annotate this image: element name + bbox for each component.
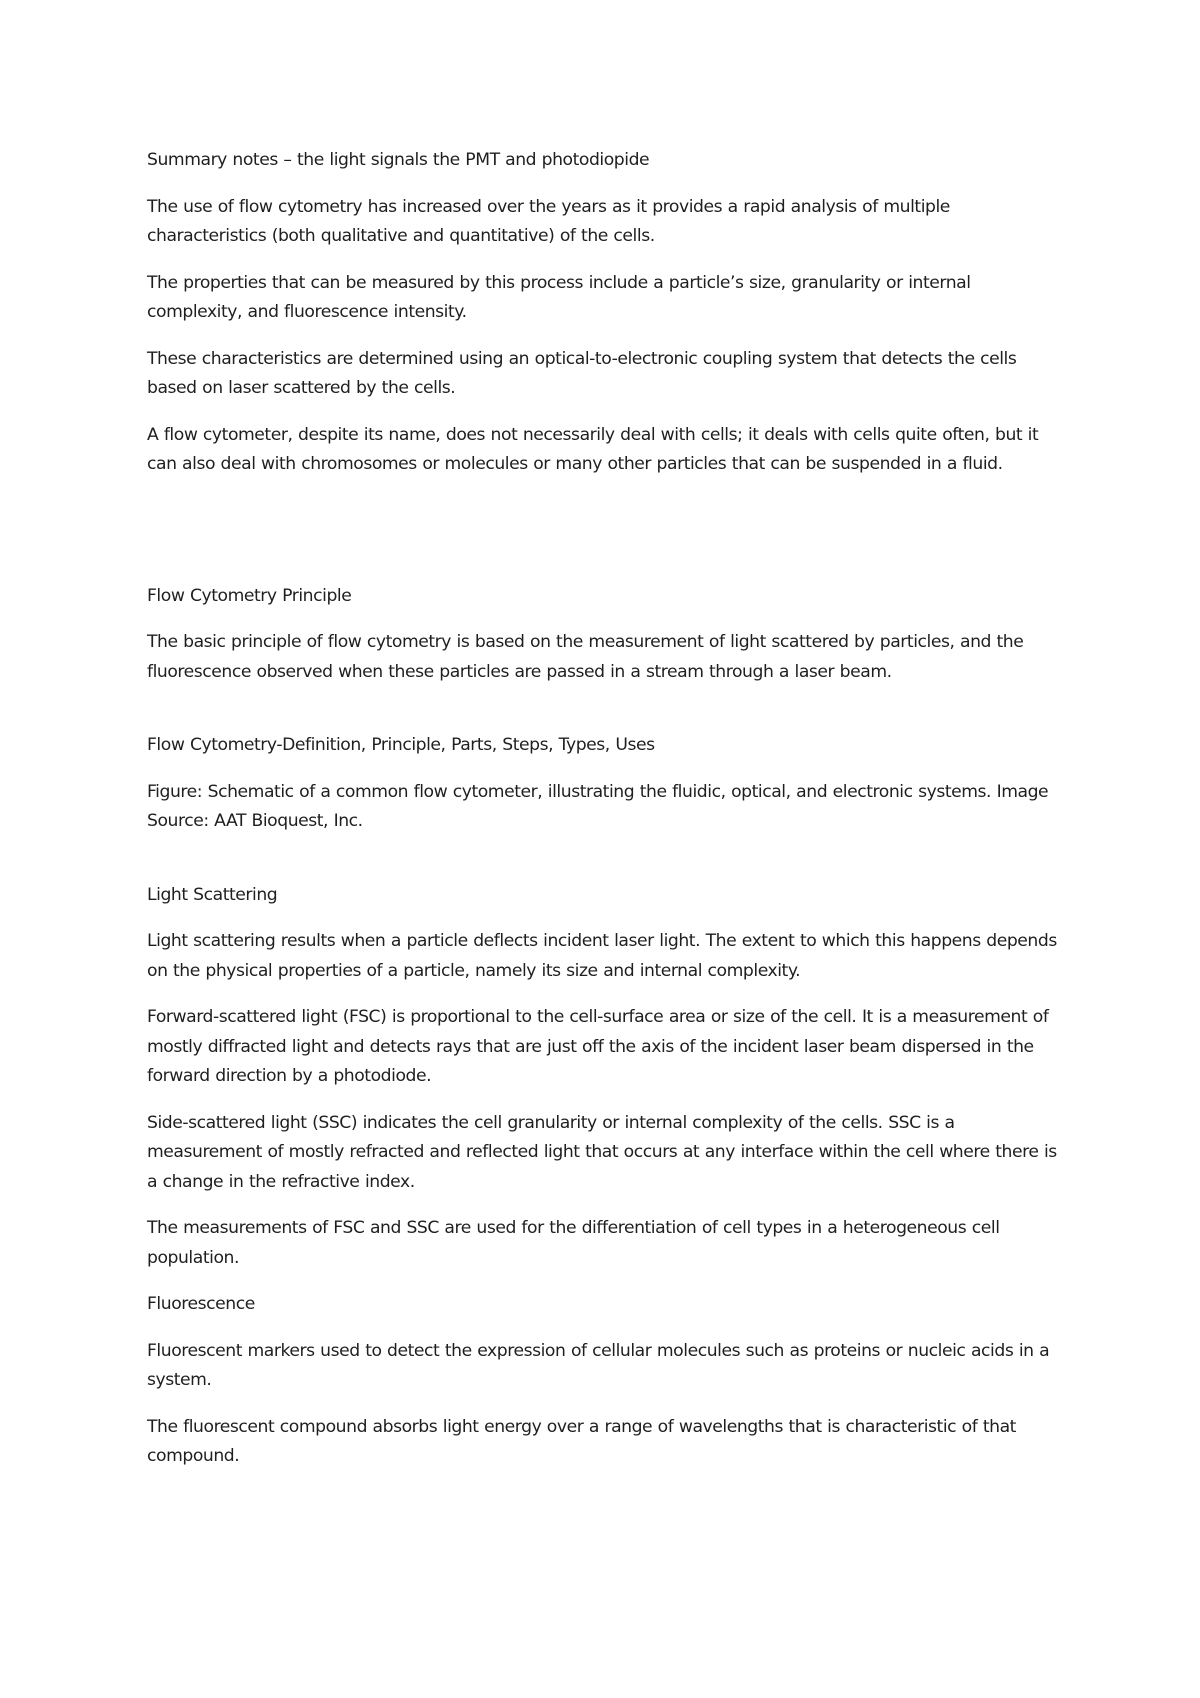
paragraph-fsc-ssc-measurements: The measurements of FSC and SSC are used for the differentiation of cell types in a heterogeneous cell population. xyxy=(147,1218,1000,1268)
paragraph-optical-coupling: These characteristics are determined using an optical-to-electronic coupling system that detects the cells based on laser scattered by the cells. xyxy=(147,348,1017,398)
paragraph-fluorescent-compound: The fluorescent compound absorbs light energy over a range of wavelengths that is characteristic of that compound. xyxy=(147,1416,1016,1466)
fluorescence-heading: Fluorescence xyxy=(147,1294,255,1314)
definition-heading: Flow Cytometry-Definition, Principle, Parts, Steps, Types, Uses xyxy=(147,735,655,755)
scattering-heading: Light Scattering xyxy=(147,884,278,905)
document-body xyxy=(147,146,1057,1489)
paragraph-measured-properties: The properties that can be measured by this process include a particle’s size, granularity or internal complexity, and fluorescence intensity. xyxy=(147,272,971,322)
paragraph-principle: The basic principle of flow cytometry is based on the measurement of light scattered by particles, and the fluorescence observed when these particles are passed in a stream through a laser beam. xyxy=(147,632,1024,682)
figure-caption: Figure: Schematic of a common flow cytometer, illustrating the fluidic, optical, and electronic systems. Image Source: AAT Bioquest, Inc. xyxy=(147,781,1049,831)
paragraph-cytometer-name: A flow cytometer, despite its name, does not necessarily deal with cells; it deals with cells quite often, but it can also deal with chromosomes or molecules or many other particles that can be suspended in a fluid. xyxy=(147,424,1039,474)
summary-heading: Summary notes – the light signals the PMT and photodiopide xyxy=(147,150,650,170)
paragraph-light-scattering: Light scattering results when a particle deflects incident laser light. The extent to which this happens depends on the physical properties of a particle, namely its size and internal complexity. xyxy=(147,931,1057,981)
paragraph-forward-scatter: Forward-scattered light (FSC) is proportional to the cell-surface area or size of the cell. It is a measurement of mostly diffracted light and detects rays that are just off the axis of the incident laser beam dispersed in the forward direction by a photodiode. xyxy=(147,1007,1049,1086)
paragraph-side-scatter: Side-scattered light (SSC) indicates the cell granularity or internal complexity of the cells. SSC is a measurement of mostly refracted and reflected light that occurs at any interface within the cell where there is a change in the refractive index. xyxy=(147,1112,1057,1192)
principle-heading: Flow Cytometry Principle xyxy=(147,585,352,606)
paragraph-flow-cytometry-use: The use of flow cytometry has increased over the years as it provides a rapid analysis of multiple characteristics (both qualitative and quantitative) of the cells. xyxy=(147,196,950,246)
paragraph-fluorescent-markers: Fluorescent markers used to detect the expression of cellular molecules such as proteins or nucleic acids in a system. xyxy=(147,1340,1050,1390)
